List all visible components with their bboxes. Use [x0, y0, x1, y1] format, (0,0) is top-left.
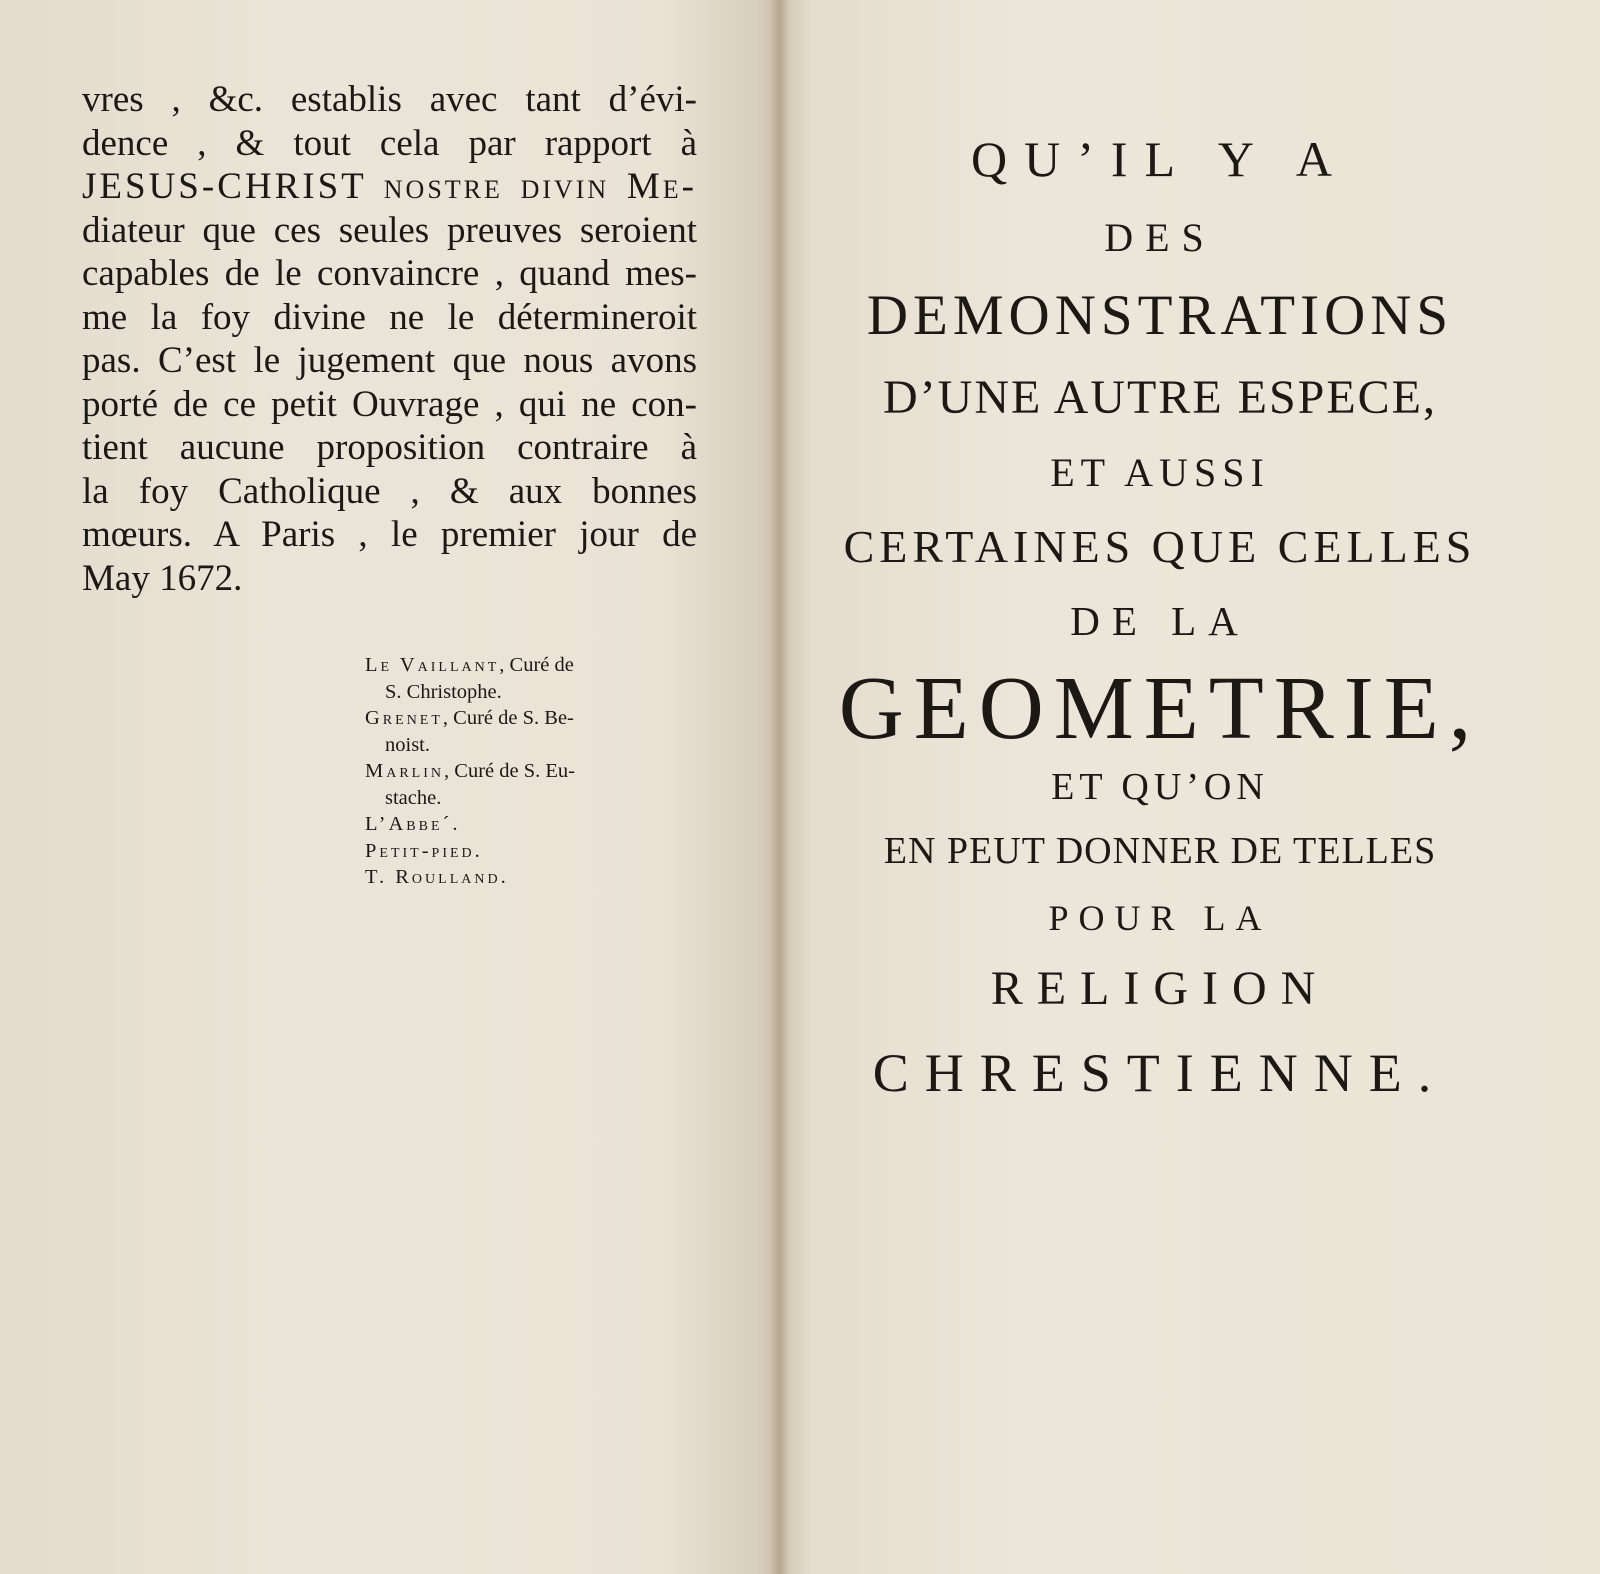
- signature-continuation: stache.: [385, 786, 442, 809]
- signature: [365, 864, 705, 891]
- title-line: CHRESTIENNE.: [872, 1043, 1448, 1103]
- signature-name: Marlin: [365, 760, 445, 782]
- body-line: la foy Catholique , & aux bonnes: [82, 470, 697, 512]
- signature-name: Le Vaillant: [365, 654, 500, 676]
- title-line-geometrie: GEOMETRIE,: [838, 659, 1482, 758]
- signature: [365, 838, 705, 865]
- signature-title: , Curé de S. Eu-: [444, 760, 575, 782]
- title-line: ET AUSSI: [1050, 450, 1270, 495]
- title-line: CERTAINES QUE CELLES: [843, 521, 1477, 572]
- title-line: QU’IL Y A: [971, 131, 1349, 187]
- signature-continuation: S. Christophe.: [385, 680, 502, 703]
- book-gutter: [770, 0, 790, 1574]
- signature: [365, 811, 705, 838]
- title-line: DEMONSTRATIONS: [866, 284, 1454, 347]
- body-line: porté de ce petit Ouvrage , qui ne con-: [82, 383, 697, 425]
- body-line: pas. C’est le jugement que nous avons: [82, 340, 697, 381]
- signature-name: L’Abbe´.: [365, 813, 461, 835]
- title-line: RELIGION: [990, 962, 1330, 1015]
- body-line: dence , & tout cela par rapport à: [82, 122, 697, 164]
- signature: [365, 652, 705, 705]
- signature-title: , Curé de: [499, 654, 574, 676]
- body-line: diateur que ces seules preuves seroient: [82, 209, 697, 251]
- title-line: ET QU’ON: [1051, 766, 1269, 808]
- signature-title: , Curé de S. Be-: [442, 707, 574, 729]
- body-line: capables de le convaincre , quand mes-: [82, 253, 697, 294]
- body-line: May 1672.: [82, 557, 243, 599]
- body-line: JESUS-CHRIST nostre divin Me-: [82, 166, 697, 207]
- signatures-block: [365, 652, 705, 891]
- title-line: DES: [1104, 215, 1216, 260]
- title-page: [790, 130, 1530, 1104]
- signature-name: Grenet: [365, 707, 443, 729]
- signature-name: Petit-pied.: [365, 839, 483, 862]
- body-line: tient aucune proposition contraire à: [82, 427, 697, 468]
- signature: [365, 758, 705, 811]
- body-line: vres , &c. establis avec tant d’évi-: [82, 79, 697, 120]
- title-line: DE LA: [1070, 598, 1250, 644]
- signature: [365, 705, 705, 758]
- signature-name: T. Roulland.: [365, 866, 509, 888]
- signature-continuation: noist.: [385, 733, 430, 756]
- title-line: EN PEUT DONNER DE TELLES: [883, 830, 1437, 872]
- title-line: POUR LA: [1048, 898, 1272, 938]
- body-line: mœurs. A Paris , le premier jour de: [82, 514, 697, 555]
- title-line: D’UNE AUTRE ESPECE,: [883, 371, 1437, 424]
- approbation-text: [82, 78, 697, 600]
- body-line: me la foy divine ne le détermineroit: [82, 296, 697, 338]
